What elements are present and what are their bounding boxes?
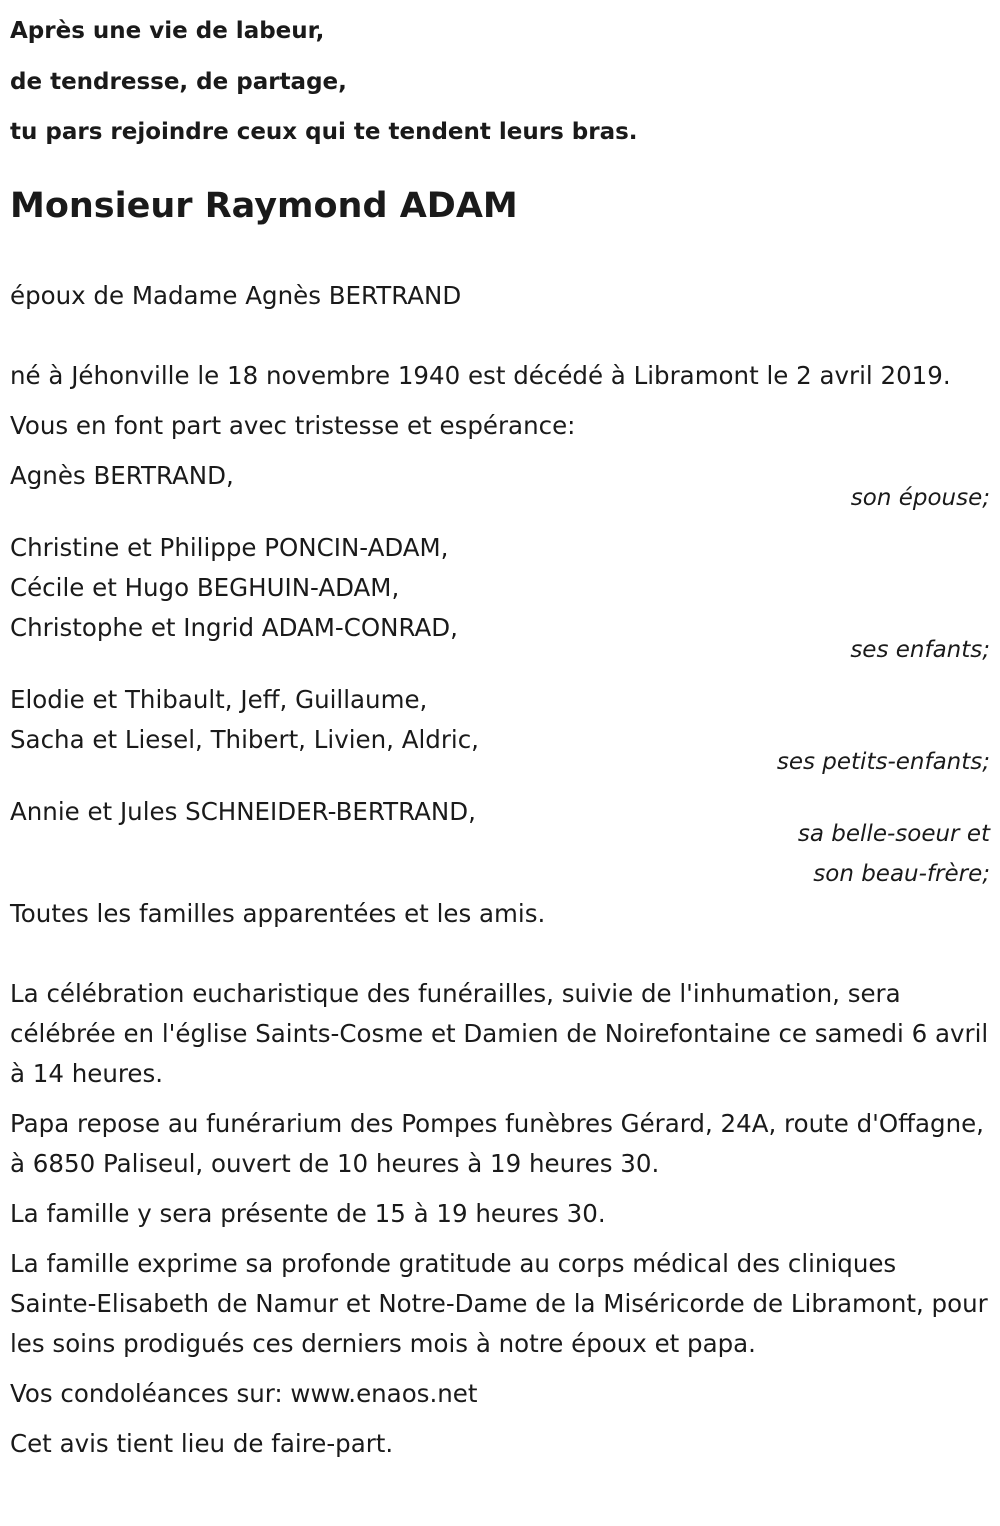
announcement-intro: Vous en font part avec tristesse et espérance: xyxy=(10,410,576,440)
birth-death-line: né à Jéhonville le 18 novembre 1940 est décédé à Libramont le 2 avril 2019. xyxy=(10,360,951,390)
family-relation: ses petits-enfants; xyxy=(776,748,990,775)
family-relation: son épouse; xyxy=(850,484,990,511)
poem-line-3: tu pars rejoindre ceux qui te tendent leurs bras. xyxy=(10,119,638,145)
presence-paragraph: La famille y sera présente de 15 à 19 heures 30. xyxy=(10,1198,606,1228)
family-name: Christophe et Ingrid ADAM-CONRAD, xyxy=(10,612,458,642)
family-name: Sacha et Liesel, Thibert, Livien, Aldric, xyxy=(10,724,479,754)
spouse-line: époux de Madame Agnès BERTRAND xyxy=(10,280,462,310)
poem xyxy=(10,0,990,158)
family-group-grandchildren xyxy=(10,680,990,782)
family-name: Cécile et Hugo BEGHUIN-ADAM, xyxy=(10,572,400,602)
family-group-in-laws xyxy=(10,792,990,894)
family-name: Elodie et Thibault, Jeff, Guillaume, xyxy=(10,684,428,714)
family-relation: ses enfants; xyxy=(850,636,990,663)
family-group-children xyxy=(10,528,990,670)
family-list xyxy=(10,456,990,894)
family-name: Agnès BERTRAND, xyxy=(10,460,234,490)
family-relation: son beau-frère; xyxy=(813,860,990,887)
condolences-line: Vos condoléances sur: www.enaos.net xyxy=(10,1378,478,1408)
family-name: Annie et Jules SCHNEIDER-BERTRAND, xyxy=(10,796,476,826)
repose-paragraph: Papa repose au funérarium des Pompes funèbres Gérard, 24A, route d'Offagne, à 6850 Paliseul, ouvert de 10 heures à 19 heures 30. xyxy=(10,1108,984,1178)
family-name: Christine et Philippe PONCIN-ADAM, xyxy=(10,532,449,562)
gratitude-paragraph: La famille exprime sa profonde gratitude au corps médical des cliniques Sainte-Elisabeth de Namur et Notre-Dame de la Miséricorde de Libramont, pour les soins prodigués ces derniers mois à notre époux et papa. xyxy=(10,1248,988,1358)
poem-line-1: Après une vie de labeur, xyxy=(10,18,325,44)
ceremony-paragraph: La célébration eucharistique des funérailles, suivie de l'inhumation, sera célébrée en l'église Saints-Cosme et Damien de Noirefontaine ce samedi 6 avril à 14 heures. xyxy=(10,978,989,1088)
family-relation: sa belle-soeur et xyxy=(797,820,990,847)
all-families-line: Toutes les familles apparentées et les amis. xyxy=(10,898,546,928)
closing-line: Cet avis tient lieu de faire-part. xyxy=(10,1428,394,1458)
deceased-name: Monsieur Raymond ADAM xyxy=(10,185,518,226)
family-group-spouse xyxy=(10,456,990,518)
poem-line-2: de tendresse, de partage, xyxy=(10,68,347,95)
